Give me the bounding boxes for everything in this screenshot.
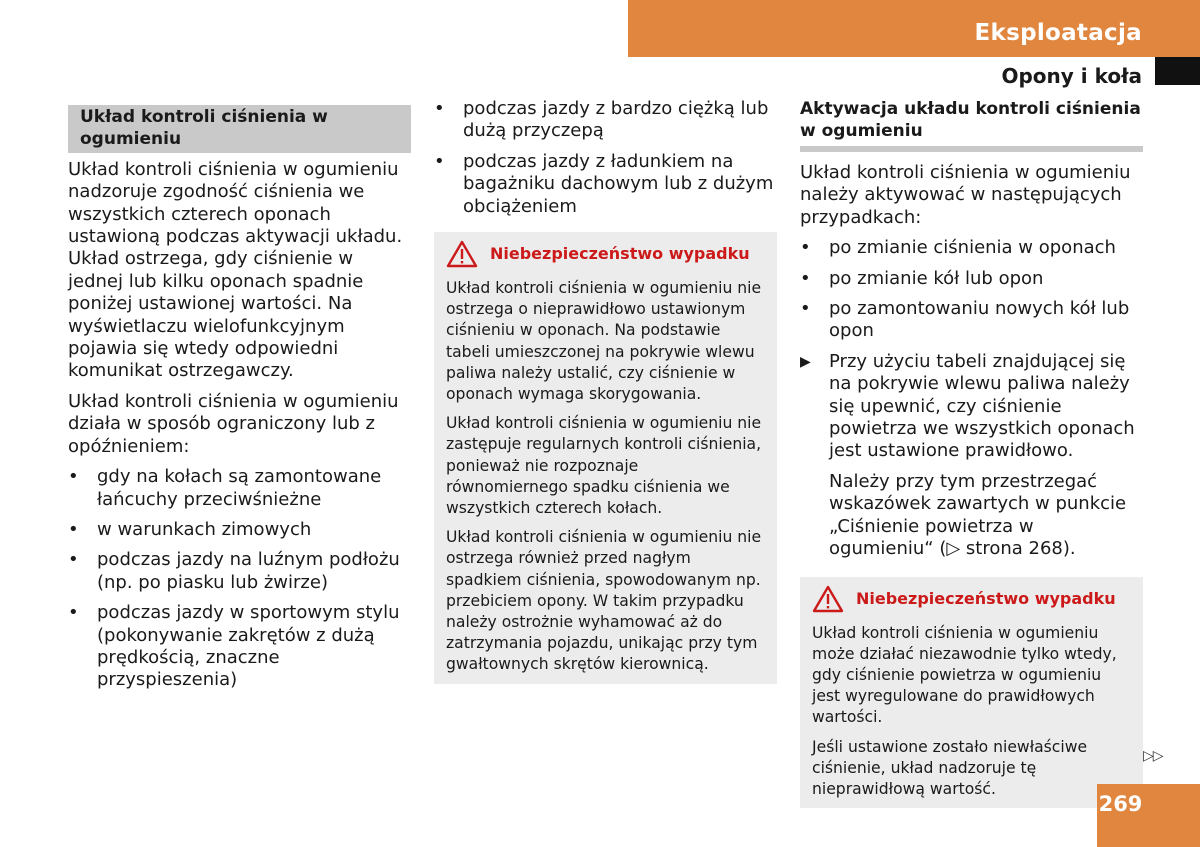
warning-title: Niebezpieczeństwo wypadku [490,244,750,264]
bullet-icon: • [434,150,445,172]
column-2 [434,98,777,684]
page-number: 269 [1098,792,1143,816]
warning-paragraph: Układ kontroli ciśnienia w ogumieniu nie ostrzega o nieprawidłowo ustawionym ciśnieniu w oponach. Na podstawie tabeli umieszczonej na pokrywie wlewu paliwa należy ustalić, czy ciśnienie w oponach wymaga skorygowania. [446,279,762,404]
warning-title: Niebezpieczeństwo wypadku [856,588,1116,608]
section-title: Opony i koła [1001,64,1142,88]
section-heading: Układ kontroli ciśnienia w ogumieniu [68,105,411,153]
list-item: • podczas jazdy z ładunkiem na bagażniku dachowym lub z dużym obciążeniem [434,150,774,217]
section-marker-tab [1155,57,1200,85]
bullet-icon: • [68,549,79,571]
bullet-icon: • [800,298,811,320]
bullet-icon: • [68,466,79,488]
warning-paragraph: Jeśli ustawione zostało niewłaściwe ciśnienie, układ nadzoruje tę nieprawidłową wartość. [812,737,1088,798]
list-item: • gdy na kołach są zamontowane łańcuchy przeciwśnieżne [68,466,382,510]
continued-arrows-icon: ▷▷ [1143,748,1163,764]
list-item: • podczas jazdy na luźnym podłożu (np. po piasku lub żwirze) [68,549,400,593]
warning-header [446,240,765,268]
warning-triangle-icon [446,240,478,268]
warning-triangle-icon [812,585,844,613]
list-item: • w warunkach zimowych [68,518,312,540]
bullet-list [68,466,411,692]
warning-paragraph: Układ kontroli ciśnienia w ogumieniu może działać niezawodnie tylko wtedy, gdy ciśnienie powietrza w ogumieniu jest wyregulowane do prawidłowych wartości. [812,623,1117,727]
bullet-icon: • [68,518,79,540]
bullet-icon: • [800,267,811,289]
warning-paragraph: Układ kontroli ciśnienia w ogumieniu nie zastępuje regularnych kontroli ciśnienia, ponieważ nie rozpoznaje równomiernego spadku ciśnienia we wszystkich czterech kołach. [446,414,762,518]
column-1 [68,105,411,700]
list-item: • po zmianie kół lub opon [800,267,1044,289]
warning-paragraph: Układ kontroli ciśnienia w ogumieniu nie ostrzega również przed nagłym spadkiem ciśnienia, spowodowanym np. przebiciem opony. W takim przypadku należy ostrożnie wyhamować aż do zatrzymania pojazdu, unikając przy tym gwałtownych skrętów kierownicą. [446,528,762,674]
step-arrow-icon: ▶ [800,353,811,370]
bullet-list [434,98,777,218]
column-3 [800,98,1143,808]
list-item: • po zmianie ciśnienia w oponach [800,237,1116,259]
section-heading: Aktywacja układu kontroli ciśnienia w ogumieniu [800,98,1143,152]
bullet-list [800,237,1143,343]
paragraph: Układ kontroli ciśnienia w ogumieniu należy aktywować w następujących przypadkach: [800,162,1131,228]
list-item: • podczas jazdy w sportowym stylu (pokonywanie zakrętów z dużą prędkością, znaczne przyspieszenia) [68,602,400,691]
list-item: • po zamontowaniu nowych kół lub opon [800,298,1130,342]
paragraph: Układ kontroli ciśnienia w ogumieniu działa w sposób ograniczony lub z opóźnieniem: [68,390,399,457]
warning-box [800,577,1143,809]
warning-box [434,232,777,684]
warning-header [812,585,1131,613]
paragraph: Układ kontroli ciśnienia w ogumieniu nadzoruje zgodność ciśnienia we wszystkich czterech oponach ustawioną podczas aktywacji układu. Układ ostrzega, gdy ciśnienie w jednej lub kilku oponach spadnie poniżej ustawionej wartości. Na wyświetlaczu wielofunkcyjnym pojawia się wtedy odpowiedni komunikat ostrzegawczy. [68,158,403,382]
bullet-icon: • [434,98,445,119]
bullet-icon: • [800,237,811,259]
instruction-step: ▶ Przy użyciu tabeli znajdującej się na pokrywie wlewu paliwa należy się upewnić, czy ciśnienie powietrza we wszystkich oponach jest ustawione prawidłowo. [800,350,1135,462]
chapter-title: Eksploatacja [974,20,1142,46]
list-item: • podczas jazdy z bardzo ciężką lub dużą przyczepą [434,98,769,142]
cross-reference-note: Należy przy tym przestrzegać wskazówek zawartych w punkcie „Ciśnienie powietrza w ogumieniu“ (▷ strona 268). [829,470,1127,560]
bullet-icon: • [68,602,79,624]
